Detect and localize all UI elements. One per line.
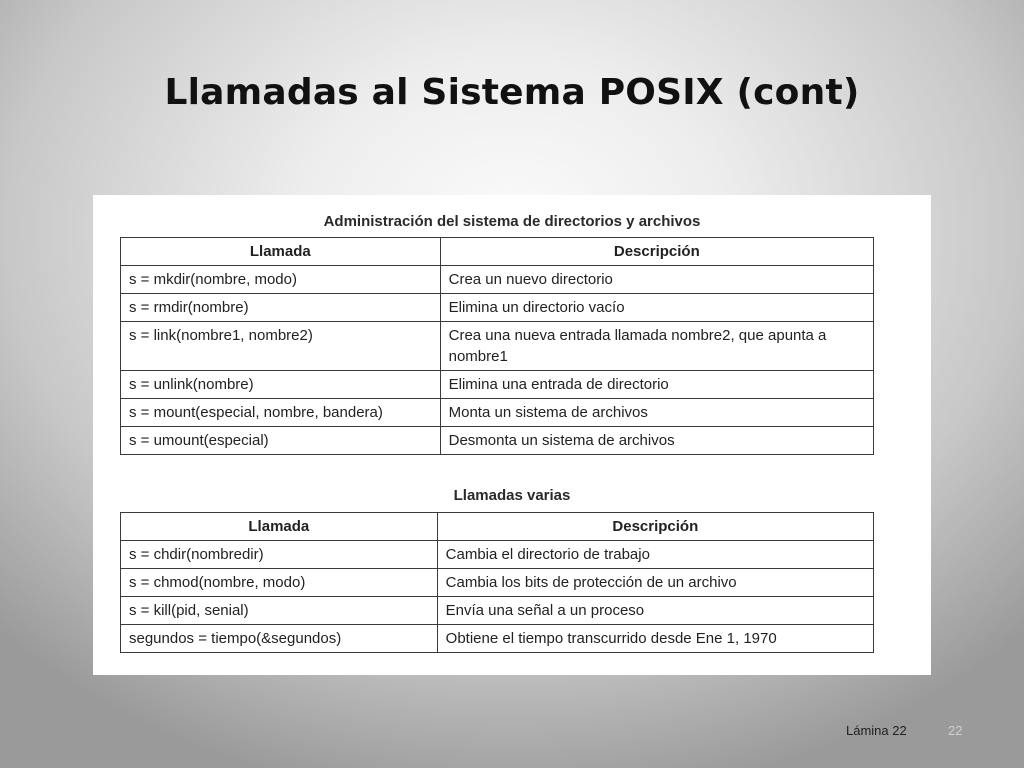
call-cell: s = mkdir(nombre, modo) xyxy=(121,266,441,294)
call-cell: s = mount(especial, nombre, bandera) xyxy=(121,399,441,427)
slide-footer-label: Lámina 22 xyxy=(846,723,907,738)
table-header-row xyxy=(121,238,874,266)
description-cell: Elimina un directorio vacío xyxy=(440,294,873,322)
table-heading-directories: Administración del sistema de directorios y archivos xyxy=(323,213,701,230)
description-cell: Desmonta un sistema de archivos xyxy=(440,427,873,455)
description-cell: Cambia el directorio de trabajo xyxy=(437,541,873,569)
slide-title: Llamadas al Sistema POSIX (cont) xyxy=(164,72,860,113)
description-cell: Envía una señal a un proceso xyxy=(437,597,873,625)
table-header-row xyxy=(121,513,874,541)
description-cell: Crea una nueva entrada llamada nombre2, que apunta a nombre1 xyxy=(440,322,873,371)
description-cell: Crea un nuevo directorio xyxy=(440,266,873,294)
call-cell: s = umount(especial) xyxy=(121,427,441,455)
column-header-call: Llamada xyxy=(121,238,441,266)
table-row xyxy=(121,371,874,399)
table-row xyxy=(121,322,874,371)
column-header-call: Llamada xyxy=(121,513,438,541)
call-cell: s = chdir(nombredir) xyxy=(121,541,438,569)
table-row xyxy=(121,597,874,625)
call-cell: s = kill(pid, senial) xyxy=(121,597,438,625)
column-header-description: Descripción xyxy=(440,238,873,266)
table-heading-misc: Llamadas varias xyxy=(453,487,571,504)
table-row xyxy=(121,427,874,455)
table-row xyxy=(121,399,874,427)
table-row xyxy=(121,266,874,294)
table-row xyxy=(121,569,874,597)
call-cell: s = chmod(nombre, modo) xyxy=(121,569,438,597)
table-row xyxy=(121,294,874,322)
table-row xyxy=(121,541,874,569)
slide-page-number: 22 xyxy=(948,723,963,738)
call-cell: s = rmdir(nombre) xyxy=(121,294,441,322)
description-cell: Elimina una entrada de directorio xyxy=(440,371,873,399)
table-row xyxy=(121,625,874,653)
call-cell: s = unlink(nombre) xyxy=(121,371,441,399)
description-cell: Cambia los bits de protección de un archivo xyxy=(437,569,873,597)
posix-calls-figure xyxy=(93,195,931,675)
description-cell: Obtiene el tiempo transcurrido desde Ene 1, 1970 xyxy=(437,625,873,653)
call-cell: segundos = tiempo(&segundos) xyxy=(121,625,438,653)
misc-calls-table xyxy=(120,512,874,653)
directory-calls-table xyxy=(120,237,874,455)
column-header-description: Descripción xyxy=(437,513,873,541)
description-cell: Monta un sistema de archivos xyxy=(440,399,873,427)
call-cell: s = link(nombre1, nombre2) xyxy=(121,322,441,371)
